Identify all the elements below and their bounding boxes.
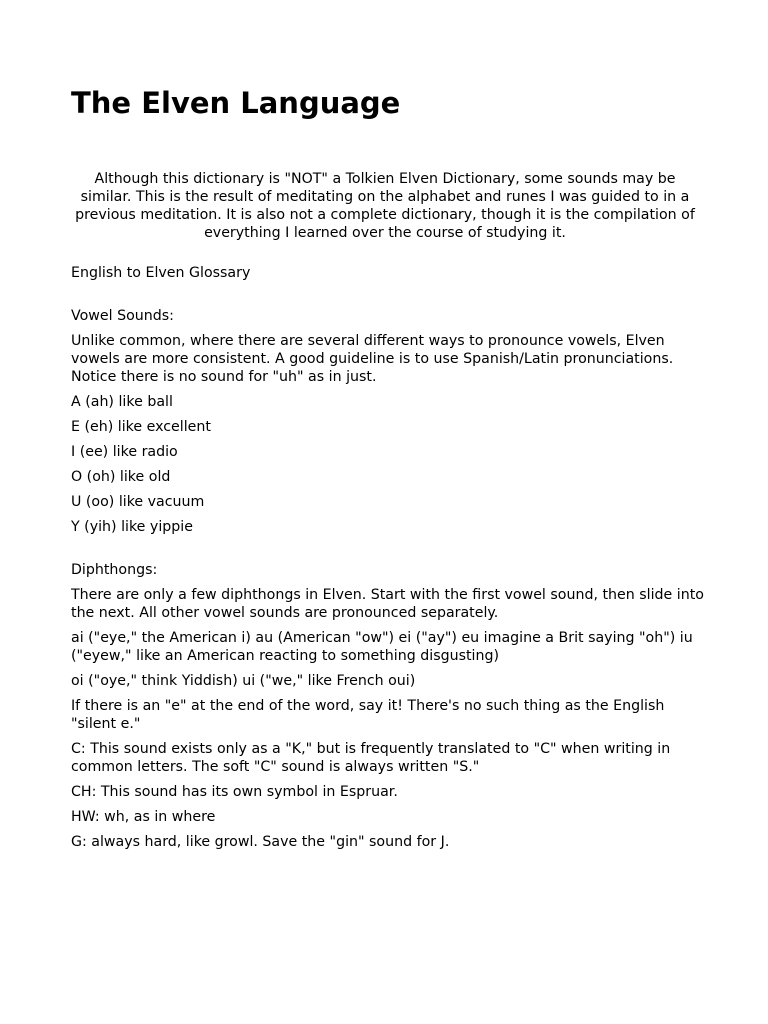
glossary-heading: English to Elven Glossary [71, 265, 251, 281]
intro-paragraph: Although this dictionary is "NOT" a Tolkien Elven Dictionary, some sounds may be similar. This is the result of meditating on the alphabet and runes I was guided to in a previous meditation. It is also not a complete dictionary, though it is the compilation of everything I learned over the course of studying it. [75, 171, 695, 241]
consonant-c-paragraph: C: This sound exists only as a "K," but is frequently translated to "C" when writing in common letters. The soft "C" sound is always written "S." [71, 741, 671, 775]
diphthongs-list-1: ai ("eye," the American i) au (American "ow") ei ("ay") eu imagine a Brit saying "oh") iu ("eyew," like an American reacting to something disgusting) [71, 630, 693, 664]
vowel-i-item: I (ee) like radio [71, 444, 178, 460]
consonant-hw-paragraph: HW: wh, as in where [71, 809, 216, 825]
page-title: The Elven Language [71, 86, 401, 120]
vowel-u-item: U (oo) like vacuum [71, 494, 205, 510]
diphthongs-list-2: oi ("oye," think Yiddish) ui ("we," like French oui) [71, 673, 416, 689]
consonant-g-paragraph: G: always hard, like growl. Save the "gin" sound for J. [71, 834, 450, 850]
document-body [71, 264, 711, 858]
vowel-sounds-heading: Vowel Sounds: [71, 308, 174, 324]
vowel-e-item: E (eh) like excellent [71, 419, 211, 435]
final-e-paragraph: If there is an "e" at the end of the word, say it! There's no such thing as the English "silent e." [71, 698, 665, 732]
diphthongs-heading: Diphthongs: [71, 562, 158, 578]
vowel-o-item: O (oh) like old [71, 469, 171, 485]
vowel-intro-paragraph: Unlike common, where there are several different ways to pronounce vowels, Elven vowels are more consistent. A good guideline is to use Spanish/Latin pronunciations. Notice there is no sound for "uh" as in just. [71, 333, 674, 385]
vowel-a-item: A (ah) like ball [71, 394, 173, 410]
diphthongs-intro-paragraph: There are only a few diphthongs in Elven. Start with the first vowel sound, then slide into the next. All other vowel sounds are pronounced separately. [71, 587, 704, 621]
consonant-ch-paragraph: CH: This sound has its own symbol in Espruar. [71, 784, 398, 800]
vowel-y-item: Y (yih) like yippie [71, 519, 193, 535]
